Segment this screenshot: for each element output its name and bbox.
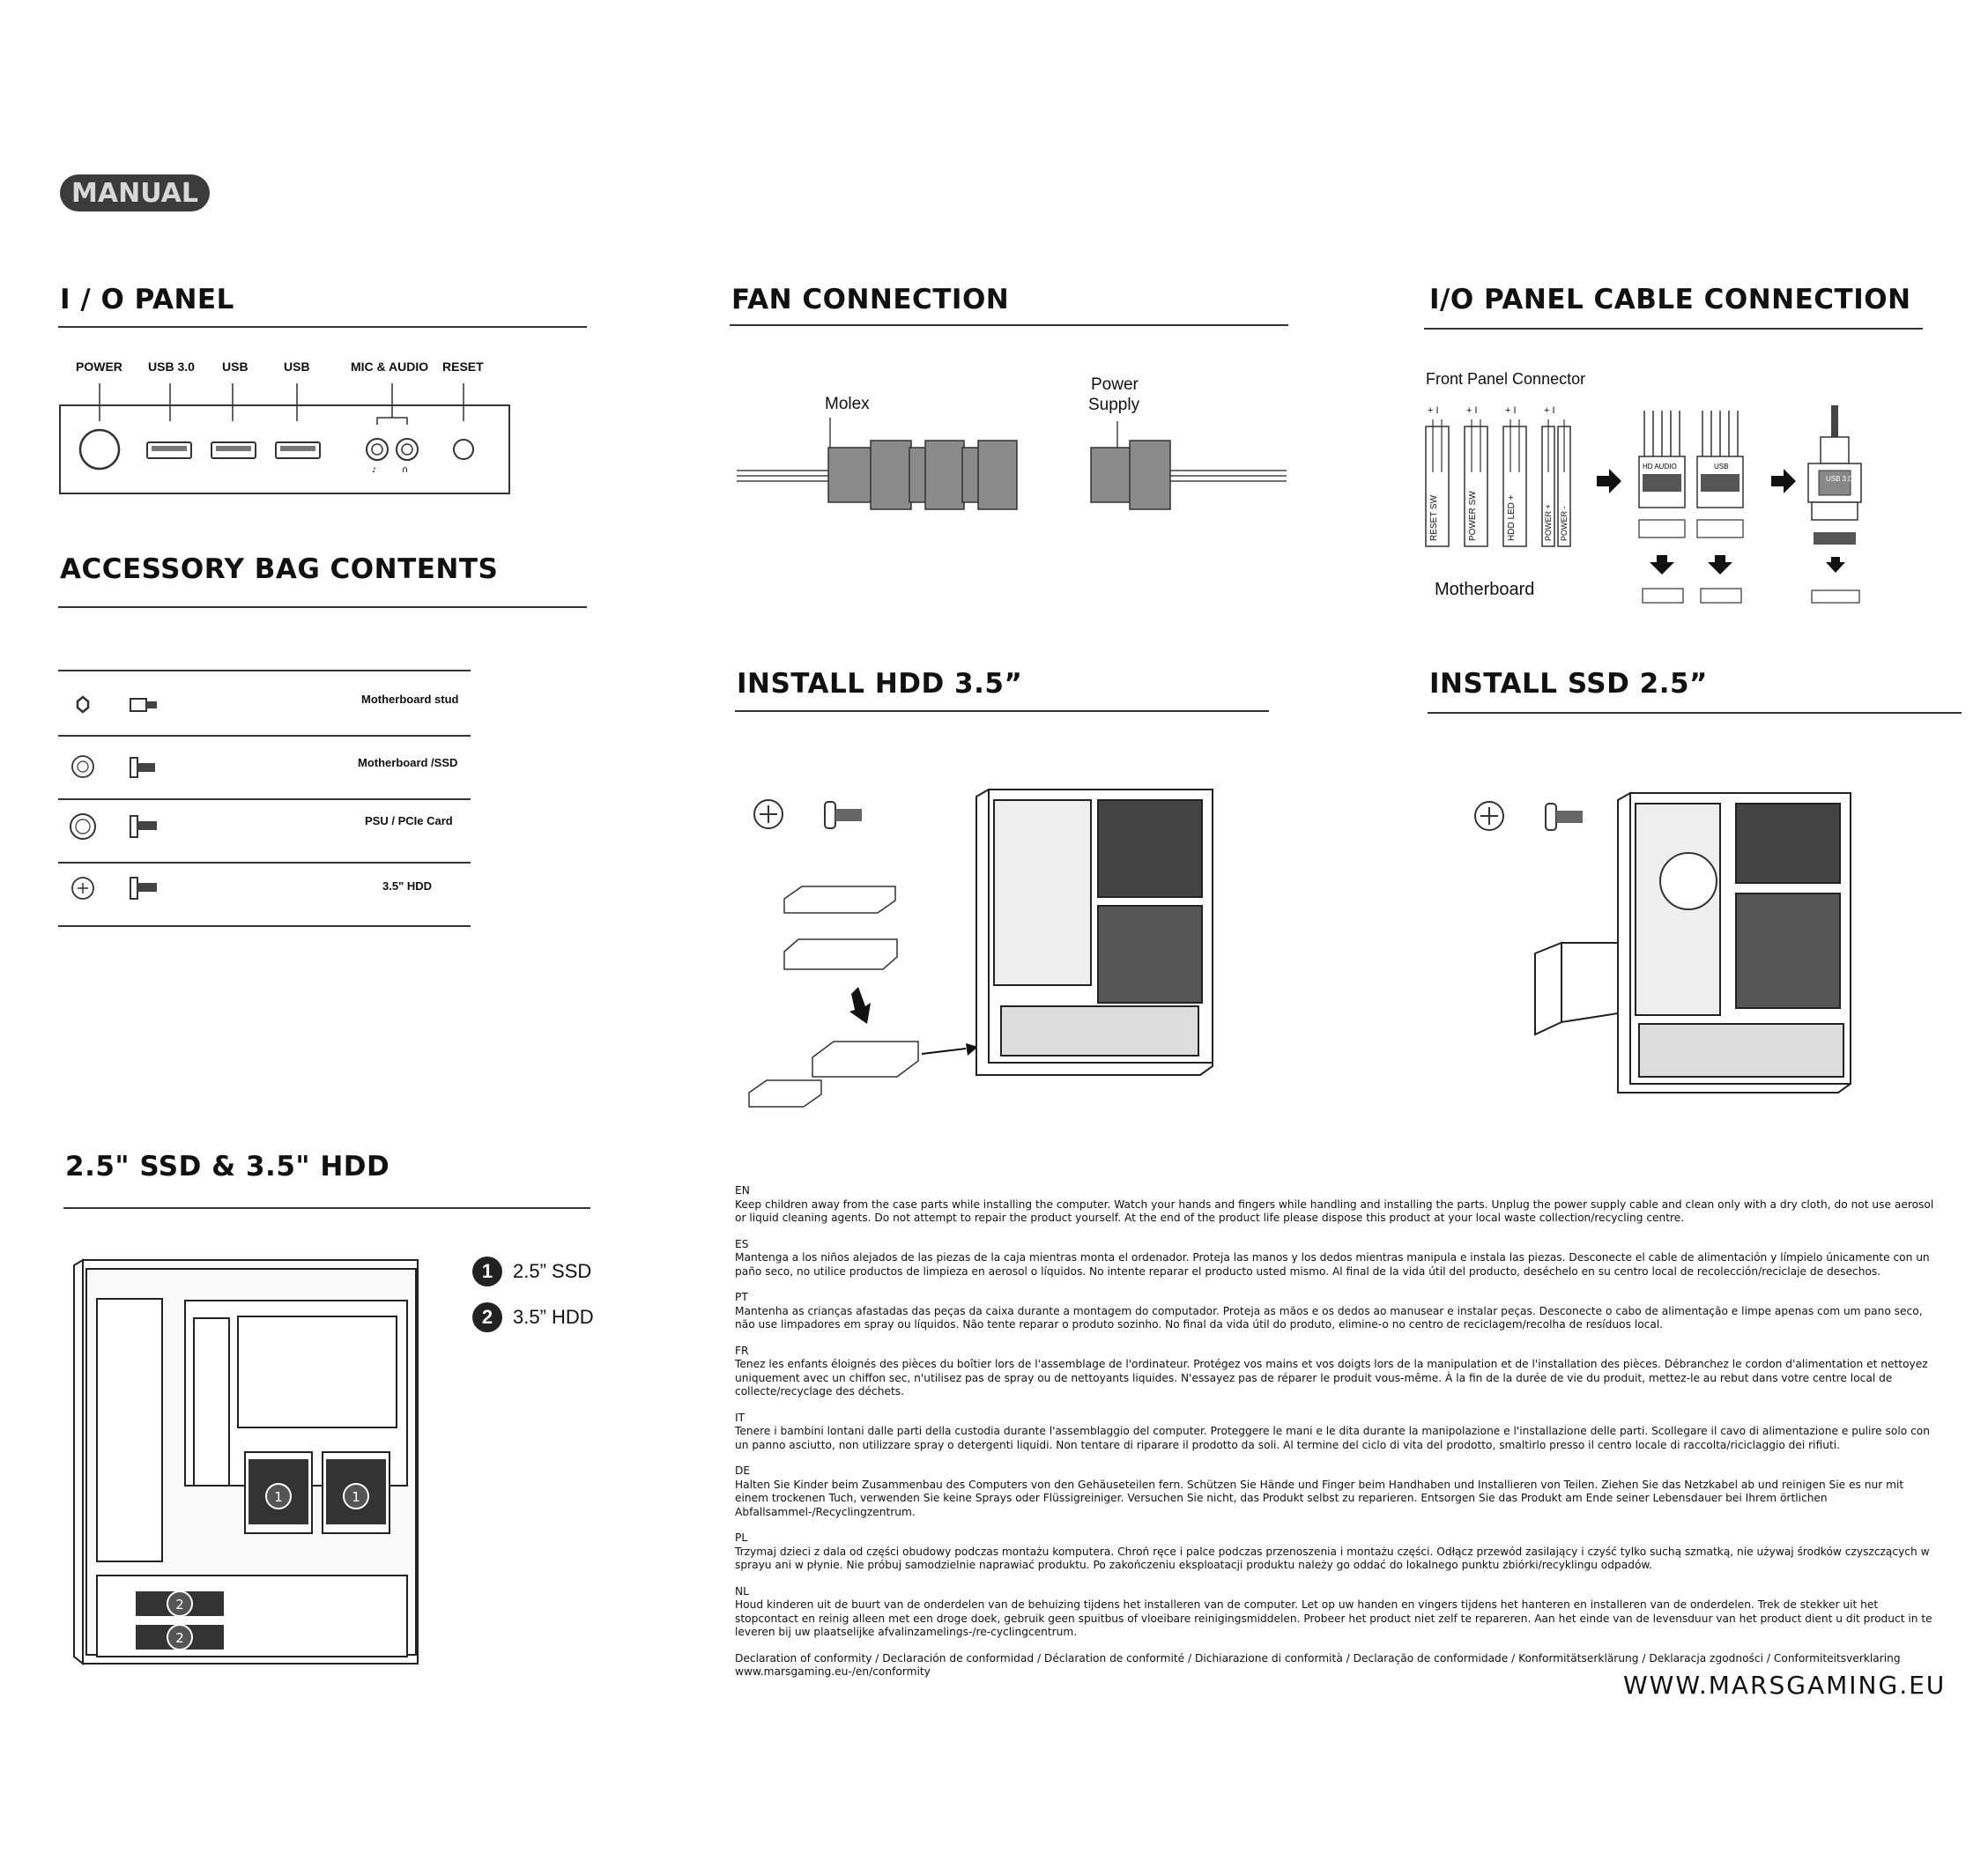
language-code: EN xyxy=(735,1184,750,1197)
language-code: DE xyxy=(735,1464,751,1477)
language-paragraph: Halten Sie Kinder beim Zusammenbau des Computers von den Gehäuseteilen fern. Schützen Sie Hände und Finger beim Handhaben und Installieren von Teilen. Ziehen Sie das Netzkabel ab und reinigen Sie es nur mit einem trockenen Tuch, verwenden Sie keine Sprays oder Flüssigreiniger. Versuchen Sie nicht, das Produkt selbst zu reparieren. Entsorgen Sie das Produkt am Ende seiner Lebensdauer bei Ihrem örtlichen Abfallsammel-/Recyclingzentrum. xyxy=(735,1478,1904,1518)
polarity-label: + I xyxy=(1505,405,1517,416)
screw-icon xyxy=(825,802,862,828)
divider xyxy=(58,606,587,608)
language-code: PT xyxy=(735,1291,748,1303)
language-code: IT xyxy=(735,1411,746,1424)
language-paragraph: Tenez les enfants éloignés des pièces du boîtier lors de l'assemblage de l'ordinateur. Protégez vos mains et vos doigts lors de la manipulation et de l'installation des pièces. Débranchez le cordon d'alimentation et nettoyez uniquement avec un chiffon sec, n'utilisez pas de spray ou de nettoyants liquides. N'essayez pas de réparer le produit vous-même. À la fin de la durée de vie du produit, mettez-le au rebut dans votre centre local de collecte/recyclage des déchets. xyxy=(735,1358,1928,1398)
fan-connection-heading: FAN CONNECTION xyxy=(731,284,1010,315)
screw-icon xyxy=(1546,804,1583,830)
language-code: NL xyxy=(735,1584,749,1598)
io-label-usb: USB xyxy=(222,360,248,374)
svg-text:2: 2 xyxy=(175,1630,184,1646)
psu-connector-icon xyxy=(1091,448,1131,502)
svg-text:USB 3.0: USB 3.0 xyxy=(1826,475,1852,483)
divider xyxy=(58,326,587,328)
hex-nut-icon xyxy=(78,697,88,712)
install-hdd-diagram xyxy=(746,775,1221,1128)
arrow-down-icon xyxy=(1826,557,1845,573)
supply-label: Supply xyxy=(1088,396,1140,414)
phillips-head-icon xyxy=(70,814,95,839)
io-panel-diagram xyxy=(58,379,516,502)
language-paragraph: Trzymaj dzieci z dala od części obudowy podczas montażu komputera. Chroń ręce i palce podczas przenoszenia i montażu części. Odłącz przewód zasilający i czyść tylko suchą szmatką, nie używaj środków czyszczących w sprayu ani w płynie. Nie próbuj samodzielnie naprawiać produktu. Po zakończeniu eksploatacji produktu należy go oddać do lokalnego punktu zbiórki/recyklingu odpadów. xyxy=(735,1545,1930,1571)
io-panel-heading: I / O PANEL xyxy=(60,284,234,315)
arrow-down-icon xyxy=(849,987,871,1024)
io-label-reset: RESET xyxy=(442,360,484,374)
legend-label: 3.5” HDD xyxy=(513,1306,594,1328)
legend-number-badge: 1 xyxy=(472,1257,502,1286)
io-label-mic-audio: MIC & AUDIO xyxy=(351,360,429,374)
divider xyxy=(1424,328,1923,330)
language-code: ES xyxy=(735,1237,749,1250)
manual-badge: MANUAL xyxy=(60,174,210,211)
polarity-label: + I xyxy=(1466,405,1478,416)
svg-text:1: 1 xyxy=(274,1489,283,1505)
phillips-head-icon xyxy=(72,756,93,777)
connector-label-power-minus: POWER - xyxy=(1560,506,1569,541)
standoff-icon xyxy=(130,699,157,711)
legend-number-badge: 2 xyxy=(472,1302,502,1332)
audio-jack-icon xyxy=(397,439,418,460)
screw-icon xyxy=(130,758,155,777)
ssd-hdd-heading: 2.5" SSD & 3.5" HDD xyxy=(65,1151,390,1183)
case-side-diagram xyxy=(70,1257,423,1671)
io-label-usb3: USB 3.0 xyxy=(148,360,195,374)
power-label: Power xyxy=(1091,375,1139,394)
svg-text:HD AUDIO: HD AUDIO xyxy=(1643,463,1677,471)
declaration-of-conformity: Declaration of conformity / Declaración de conformidad / Déclaration de conformité / Dichiarazione di conformità / Declaração de conformidade / Konformitätserklärung / Deklaracja zgodności / Conformiteitsverklaring www.marsgaming.eu-/en/conformity xyxy=(735,1651,1901,1678)
ssd-bracket-icon xyxy=(1535,943,1618,1034)
svg-text:∩: ∩ xyxy=(402,465,409,475)
legend-label: 2.5” SSD xyxy=(513,1260,592,1282)
safety-text-block xyxy=(735,1184,1939,1679)
accessory-item-label: 3.5" HDD xyxy=(382,879,433,893)
language-code: PL xyxy=(735,1531,748,1544)
arrow-down-icon xyxy=(1650,555,1674,575)
screw-icon xyxy=(130,816,157,837)
front-panel-label: Front Panel Connector xyxy=(1426,370,1586,388)
language-code: FR xyxy=(735,1344,749,1357)
language-paragraph: Mantenha as crianças afastadas das peças da caixa durante a montagem do computador. Proteja as mãos e os dedos ao manusear e instalar peças. Desconecte o cabo de alimentação e limpe apenas com um pano seco, não use limpadores em spray ou líquidos. Não tente reparar o produto sozinho. No final da vida útil do produto, elimine-o no centro de reciclagem/recolha de resíduos local. xyxy=(735,1304,1923,1331)
reset-button-icon xyxy=(454,440,473,459)
polarity-label: + I xyxy=(1544,405,1555,416)
io-cable-heading: I/O PANEL CABLE CONNECTION xyxy=(1429,284,1911,315)
pc-case-icon xyxy=(1618,793,1851,1093)
usb3-connector-icon xyxy=(1821,437,1849,463)
install-ssd-diagram xyxy=(1472,784,1868,1119)
accessory-heading: ACCESSORY BAG CONTENTS xyxy=(60,553,499,585)
divider xyxy=(63,1207,590,1209)
install-hdd-heading: INSTALL HDD 3.5” xyxy=(737,668,1023,700)
molex-label: Molex xyxy=(825,395,870,413)
divider xyxy=(730,324,1288,326)
language-paragraph: Houd kinderen uit de buurt van de onderdelen van de behuizing tijdens het installeren van de computer. Let op uw handen en vingers tijdens het hanteren en installeren van de onderdelen. Trek de stekker uit het stopcontact en reinig alleen met een droge doek, gebruik geen spuitbus of vloeibare reinigingsmiddelen. Probeer het product niet zelf te repareren. Aan het einde van de levensduur van het product dient u dit product in te leveren bij uw plaatselijke afvalinzamelings-/re-cyclingcentrum. xyxy=(735,1598,1932,1638)
install-ssd-heading: INSTALL SSD 2.5” xyxy=(1429,668,1708,700)
arrow-right-icon xyxy=(1597,469,1621,493)
connector-label-power-sw: POWER SW xyxy=(1468,491,1478,541)
io-label-power: POWER xyxy=(76,360,122,374)
accessory-icons xyxy=(58,670,182,925)
mic-jack-icon xyxy=(367,439,388,460)
screw-icon xyxy=(130,878,157,899)
front-panel xyxy=(74,1260,83,1664)
website-link[interactable]: WWW.MARSGAMING.EU xyxy=(1623,1671,1947,1700)
pc-case-icon xyxy=(976,790,1213,1075)
accessory-item-label: Motherboard stud xyxy=(361,693,459,706)
header-connectors-diagram xyxy=(1586,405,1851,608)
divider xyxy=(58,925,471,927)
divider xyxy=(735,710,1269,712)
connector-label-reset-sw: RESET SW xyxy=(1429,494,1439,541)
hdd-icon xyxy=(749,886,918,1107)
language-paragraph: Keep children away from the case parts while installing the computer. Watch your hands and fingers while handling and installing the parts. Unplug the power supply cable and clean only with a dry cloth, do not use aerosol or liquid cleaning agents. Do not attempt to repair the product yourself. At the end of the product life please dispose this product at your local waste collection/recycling centre. xyxy=(735,1197,1934,1224)
motherboard-label: Motherboard xyxy=(1435,580,1535,599)
molex-connector-icon xyxy=(828,448,872,502)
connector-label-power-plus: POWER + xyxy=(1544,504,1553,541)
polarity-label: + I xyxy=(1428,405,1439,416)
arrow-right-icon xyxy=(1771,469,1796,493)
io-label-usb: USB xyxy=(284,360,310,374)
svg-text:♪: ♪ xyxy=(372,466,377,474)
accessory-item-label: Motherboard /SSD xyxy=(358,756,458,769)
language-paragraph: Mantenga a los niños alejados de las piezas de la caja mientras monta el ordenador. Proteja las manos y los dedos mientras manipula e instala las piezas. Desconecte el cable de alimentación y límpielo únicamente con un paño seco, no utilice productos de limpieza en aerosol o líquidos. No intente reparar el producto usted mismo. Al final de la vida útil del producto, deséchelo en su centro local de recolección/reciclaje de desechos. xyxy=(735,1251,1930,1278)
svg-text:USB: USB xyxy=(1714,463,1729,471)
connector-label-hdd-led: HDD LED + xyxy=(1507,494,1517,541)
fan-connection-diagram xyxy=(737,414,1292,520)
language-paragraph: Tenere i bambini lontani dalle parti della custodia durante l'assemblaggio del computer. Proteggere le mani e le dita durante la manipolazione e l'installazione delle parti. Scollegare il cavo di alimentazione e pulire solo con un panno asciutto, non utilizzare spray o detergenti liquidi. Non tentare di riparare il prodotto da soli. Al termine del ciclo di vita del prodotto, smaltirlo presso il centro locale di raccolta/riciclaggio dei rifiuti. xyxy=(735,1425,1930,1451)
power-button-icon xyxy=(80,430,119,469)
svg-text:2: 2 xyxy=(175,1597,184,1613)
divider xyxy=(1428,712,1962,714)
svg-text:1: 1 xyxy=(352,1489,360,1505)
arrow-down-icon xyxy=(1708,555,1732,575)
drive-cage xyxy=(97,1299,162,1561)
accessory-item-label: PSU / PCIe Card xyxy=(365,814,453,827)
